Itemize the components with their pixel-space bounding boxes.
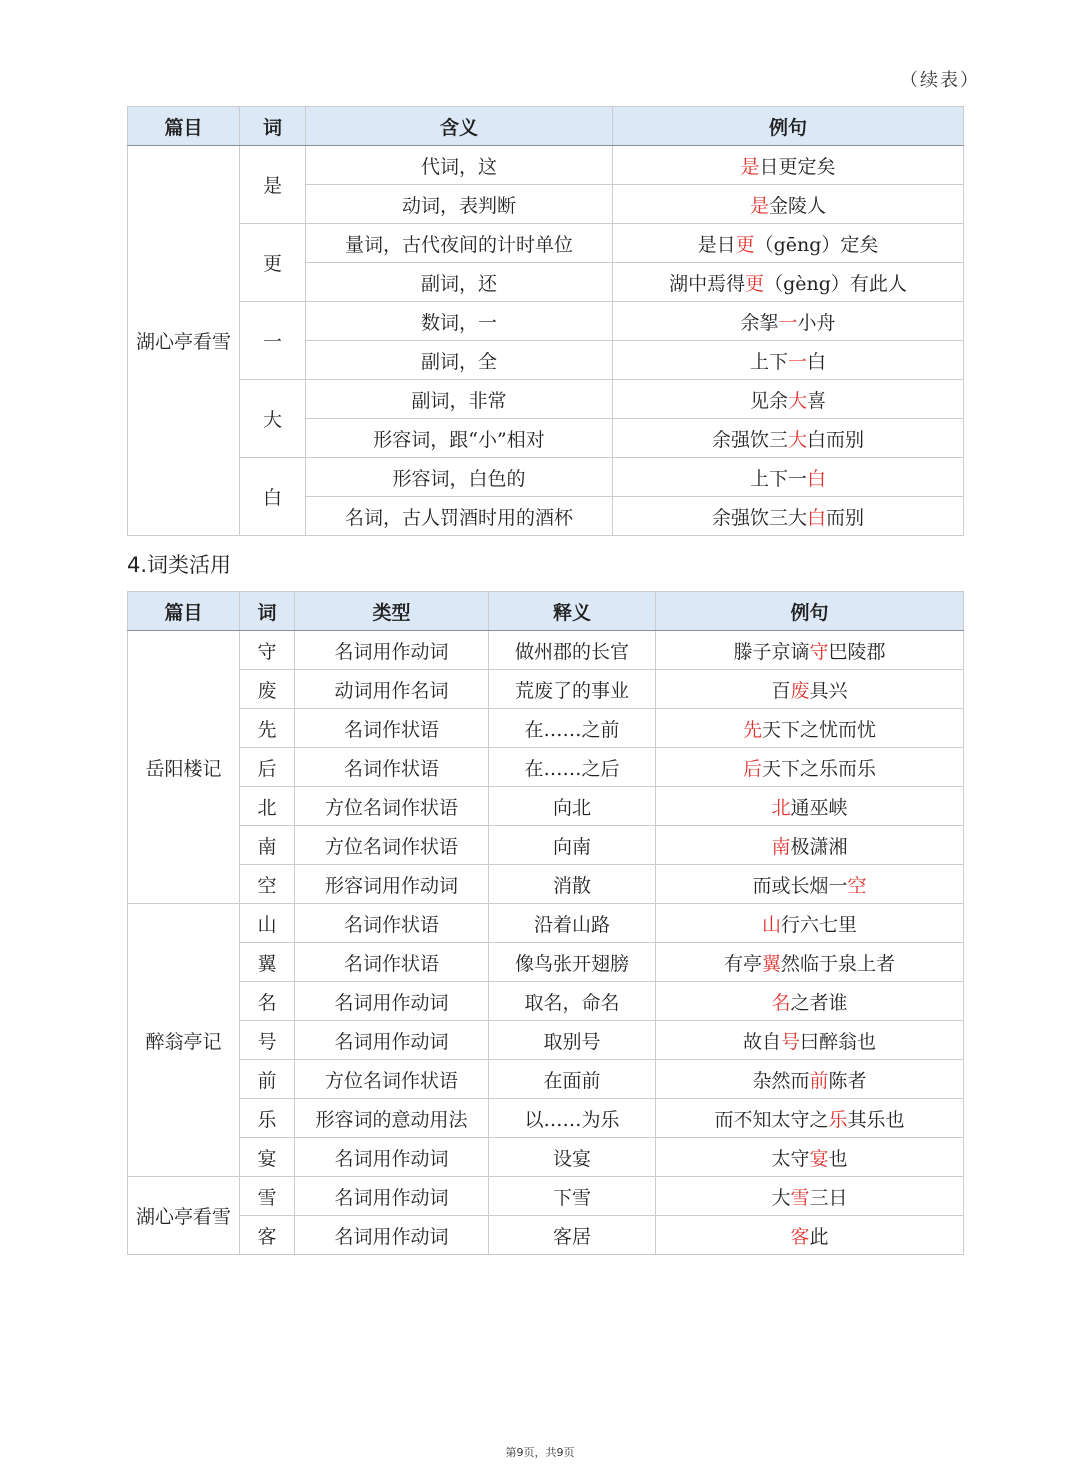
article-cell: 湖心亭看雪 — [128, 146, 240, 536]
table-row — [128, 904, 964, 943]
type-cell: 名词用作动词 — [295, 982, 489, 1021]
example-cell — [613, 146, 964, 185]
example-cell — [613, 263, 964, 302]
highlighted-word: 号 — [780, 1030, 800, 1053]
highlighted-word: 废 — [790, 679, 810, 702]
header-type: 类型 — [295, 592, 489, 631]
header-explanation: 释义 — [489, 592, 656, 631]
type-cell: 名词作状语 — [295, 709, 489, 748]
header-article: 篇目 — [128, 107, 240, 146]
type-cell: 名词作状语 — [295, 904, 489, 943]
explanation-cell: 在面前 — [489, 1060, 656, 1099]
word-cell: 是 — [240, 146, 306, 224]
example-text: 上下 — [749, 350, 788, 373]
highlighted-word: 南 — [771, 835, 791, 858]
example-text: 三日 — [809, 1186, 848, 1209]
table-row — [128, 1138, 964, 1177]
type-cell: 方位名词作状语 — [295, 787, 489, 826]
table-row — [128, 709, 964, 748]
example-text: 是日 — [697, 233, 736, 256]
explanation-cell: 取名，命名 — [489, 982, 656, 1021]
example-text: 然临于泉上者 — [781, 952, 896, 975]
table-row — [128, 1021, 964, 1060]
type-cell: 方位名词作状语 — [295, 1060, 489, 1099]
example-text: 陈者 — [828, 1069, 867, 1092]
word-cell: 白 — [240, 458, 306, 536]
example-text: 喜 — [807, 389, 827, 412]
example-text: 有亭 — [723, 952, 762, 975]
table-row — [128, 458, 964, 497]
example-text: 小舟 — [797, 311, 836, 334]
example-text: 杂然而 — [752, 1069, 810, 1092]
table-row — [128, 146, 964, 185]
example-cell — [613, 302, 964, 341]
highlighted-word: 宴 — [809, 1147, 829, 1170]
highlighted-word: 前 — [809, 1069, 829, 1092]
type-cell: 名词作状语 — [295, 943, 489, 982]
example-text: 而或长烟一 — [752, 874, 848, 897]
example-text: 此 — [809, 1225, 829, 1248]
highlighted-word: 大 — [787, 389, 807, 412]
highlighted-word: 更 — [735, 233, 755, 256]
highlighted-word: 翼 — [761, 952, 781, 975]
type-cell: 动词用作名词 — [295, 670, 489, 709]
word-cell: 后 — [240, 748, 295, 787]
highlighted-word: 后 — [742, 757, 762, 780]
table-row — [128, 670, 964, 709]
example-text: 白 — [807, 350, 827, 373]
example-cell — [656, 943, 964, 982]
meaning-cell: 量词，古代夜间的计时单位 — [306, 224, 613, 263]
meaning-cell: 副词，还 — [306, 263, 613, 302]
example-text: 湖中焉得 — [669, 272, 746, 295]
word-cell: 客 — [240, 1216, 295, 1255]
table-row — [128, 865, 964, 904]
meaning-cell: 形容词，跟“小”相对 — [306, 419, 613, 458]
table-header-row — [128, 107, 964, 146]
table-header-row — [128, 592, 964, 631]
table-row — [128, 826, 964, 865]
example-text: 天下之乐而乐 — [762, 757, 877, 780]
explanation-cell: 荒废了的事业 — [489, 670, 656, 709]
example-text: 行六七里 — [781, 913, 858, 936]
type-cell: 名词用作动词 — [295, 631, 489, 670]
explanation-cell: 向南 — [489, 826, 656, 865]
meaning-cell: 数词，一 — [306, 302, 613, 341]
word-class-usage-table — [127, 591, 964, 1255]
highlighted-word: 乐 — [828, 1108, 848, 1131]
type-cell: 形容词用作动词 — [295, 865, 489, 904]
table-row — [128, 1216, 964, 1255]
example-text: 余强饮三 — [711, 428, 788, 451]
word-cell: 北 — [240, 787, 295, 826]
explanation-cell: 设宴 — [489, 1138, 656, 1177]
explanation-cell: 客居 — [489, 1216, 656, 1255]
explanation-cell: 向北 — [489, 787, 656, 826]
example-text: 金陵人 — [769, 194, 827, 217]
highlighted-word: 雪 — [790, 1186, 810, 1209]
table-row — [128, 1177, 964, 1216]
explanation-cell: 以……为乐 — [489, 1099, 656, 1138]
highlighted-word: 白 — [806, 506, 826, 529]
word-cell: 名 — [240, 982, 295, 1021]
example-text: 余强饮三大 — [711, 506, 807, 529]
example-cell — [656, 1060, 964, 1099]
example-cell — [656, 1099, 964, 1138]
example-cell — [613, 224, 964, 263]
highlighted-word: 北 — [771, 796, 791, 819]
example-cell — [656, 865, 964, 904]
page-footer: 第9页，共9页 — [505, 1446, 575, 1459]
example-text: 天下之忧而忧 — [762, 718, 877, 741]
example-cell — [656, 904, 964, 943]
example-text: 也 — [828, 1147, 848, 1170]
example-cell — [656, 826, 964, 865]
example-text: 巴陵郡 — [828, 640, 886, 663]
word-cell: 大 — [240, 380, 306, 458]
explanation-cell: 消散 — [489, 865, 656, 904]
header-word: 词 — [240, 592, 295, 631]
table-row — [128, 943, 964, 982]
word-cell: 先 — [240, 709, 295, 748]
meaning-cell: 动词，表判断 — [306, 185, 613, 224]
meaning-cell: 副词，全 — [306, 341, 613, 380]
table-row — [128, 380, 964, 419]
example-text: （gēng）定矣 — [754, 233, 879, 256]
highlighted-word: 大 — [787, 428, 807, 451]
highlighted-word: 更 — [745, 272, 765, 295]
type-cell: 名词用作动词 — [295, 1138, 489, 1177]
table-row — [128, 631, 964, 670]
example-text: 白而别 — [807, 428, 865, 451]
word-cell: 宴 — [240, 1138, 295, 1177]
example-text: 之者谁 — [790, 991, 848, 1014]
example-text: 故自 — [742, 1030, 781, 1053]
example-cell — [613, 458, 964, 497]
header-article: 篇目 — [128, 592, 240, 631]
example-cell — [656, 1177, 964, 1216]
highlighted-word: 一 — [778, 311, 798, 334]
type-cell: 名词作状语 — [295, 748, 489, 787]
meaning-cell: 名词，古人罚酒时用的酒杯 — [306, 497, 613, 536]
example-text: 通巫峡 — [790, 796, 848, 819]
example-cell — [656, 1216, 964, 1255]
example-cell — [613, 497, 964, 536]
highlighted-word: 守 — [809, 640, 829, 663]
example-cell — [656, 1138, 964, 1177]
example-text: 太守 — [771, 1147, 810, 1170]
highlighted-word: 名 — [771, 991, 791, 1014]
article-cell: 岳阳楼记 — [128, 631, 240, 904]
word-cell: 雪 — [240, 1177, 295, 1216]
example-text: 具兴 — [809, 679, 848, 702]
example-cell — [613, 185, 964, 224]
example-cell — [656, 982, 964, 1021]
header-meaning: 含义 — [306, 107, 613, 146]
example-cell — [656, 631, 964, 670]
example-text: 余挐 — [740, 311, 779, 334]
example-text: 上下一 — [749, 467, 807, 490]
type-cell: 名词用作动词 — [295, 1177, 489, 1216]
explanation-cell: 做州郡的长官 — [489, 631, 656, 670]
type-cell: 名词用作动词 — [295, 1021, 489, 1060]
type-cell: 方位名词作状语 — [295, 826, 489, 865]
meaning-cell: 副词，非常 — [306, 380, 613, 419]
example-text: 见余 — [749, 389, 788, 412]
highlighted-word: 白 — [807, 467, 827, 490]
explanation-cell: 下雪 — [489, 1177, 656, 1216]
highlighted-word: 是 — [740, 155, 760, 178]
explanation-cell: 在……之前 — [489, 709, 656, 748]
word-cell: 守 — [240, 631, 295, 670]
header-example: 例句 — [613, 107, 964, 146]
word-cell: 废 — [240, 670, 295, 709]
explanation-cell: 取别号 — [489, 1021, 656, 1060]
highlighted-word: 先 — [742, 718, 762, 741]
example-text: 日更定矣 — [759, 155, 836, 178]
highlighted-word: 是 — [749, 194, 769, 217]
article-cell: 湖心亭看雪 — [128, 1177, 240, 1255]
highlighted-word: 客 — [790, 1225, 810, 1248]
word-cell: 号 — [240, 1021, 295, 1060]
example-text: 百 — [771, 679, 791, 702]
example-text: 极潇湘 — [790, 835, 848, 858]
explanation-cell: 沿着山路 — [489, 904, 656, 943]
word-cell: 更 — [240, 224, 306, 302]
word-cell: 一 — [240, 302, 306, 380]
word-cell: 空 — [240, 865, 295, 904]
word-meaning-table — [127, 106, 964, 536]
highlighted-word: 一 — [787, 350, 807, 373]
table-row — [128, 982, 964, 1021]
example-cell — [656, 787, 964, 826]
meaning-cell: 代词，这 — [306, 146, 613, 185]
example-cell — [613, 341, 964, 380]
example-text: （gèng）有此人 — [764, 272, 907, 295]
table-row — [128, 748, 964, 787]
type-cell: 名词用作动词 — [295, 1216, 489, 1255]
example-cell — [656, 709, 964, 748]
section-title: 4.词类活用 — [127, 553, 232, 577]
header-example: 例句 — [656, 592, 964, 631]
article-cell: 醉翁亭记 — [128, 904, 240, 1177]
example-cell — [656, 670, 964, 709]
table-row — [128, 1060, 964, 1099]
meaning-cell: 形容词，白色的 — [306, 458, 613, 497]
word-cell: 乐 — [240, 1099, 295, 1138]
word-cell: 翼 — [240, 943, 295, 982]
type-cell: 形容词的意动用法 — [295, 1099, 489, 1138]
example-cell — [613, 380, 964, 419]
continued-label: （续表） — [900, 70, 980, 91]
word-cell: 前 — [240, 1060, 295, 1099]
example-text: 而不知太守之 — [714, 1108, 829, 1131]
example-text: 曰醉翁也 — [800, 1030, 877, 1053]
example-text: 大 — [771, 1186, 791, 1209]
explanation-cell: 像鸟张开翅膀 — [489, 943, 656, 982]
example-text: 其乐也 — [847, 1108, 905, 1131]
table-row — [128, 302, 964, 341]
example-cell — [613, 419, 964, 458]
highlighted-word: 山 — [761, 913, 781, 936]
word-cell: 山 — [240, 904, 295, 943]
table-row — [128, 787, 964, 826]
example-text: 而别 — [826, 506, 865, 529]
explanation-cell: 在……之后 — [489, 748, 656, 787]
table-row — [128, 1099, 964, 1138]
example-text: 滕子京谪 — [733, 640, 810, 663]
example-cell — [656, 1021, 964, 1060]
highlighted-word: 空 — [847, 874, 867, 897]
word-cell: 南 — [240, 826, 295, 865]
table-row — [128, 224, 964, 263]
header-word: 词 — [240, 107, 306, 146]
example-cell — [656, 748, 964, 787]
